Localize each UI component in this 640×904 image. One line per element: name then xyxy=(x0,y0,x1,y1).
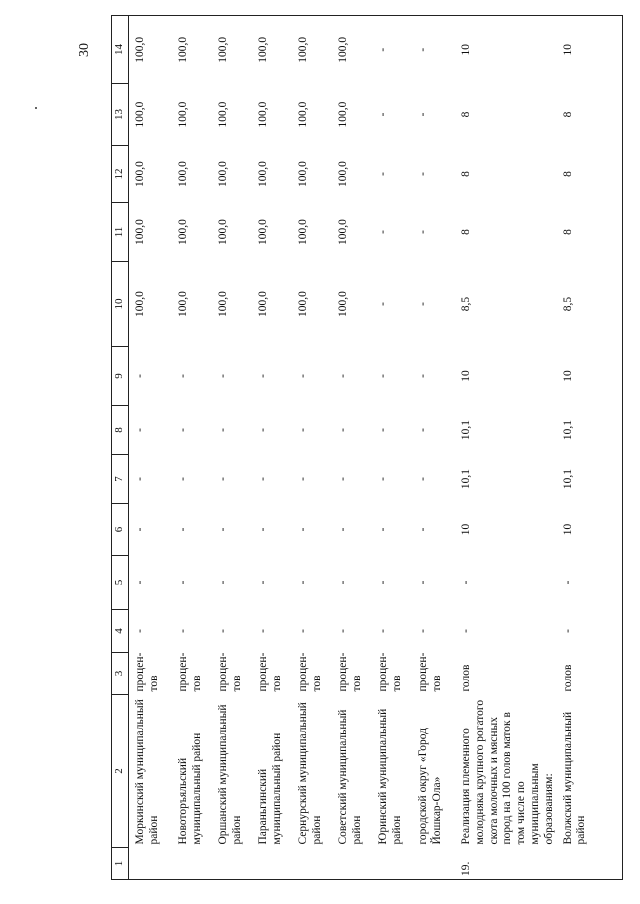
table-cell-col13: 100,0 xyxy=(337,101,349,128)
page-number: 30 xyxy=(77,43,92,57)
col-header: 8 xyxy=(112,406,129,455)
table-cell-col7: - xyxy=(134,477,146,481)
table-cell-col13: 100,0 xyxy=(177,101,189,128)
table-cell-col14: 100,0 xyxy=(129,16,173,84)
table-cell-col12: 100,0 xyxy=(297,161,309,187)
table-cell-col2: Советский муниципальный район xyxy=(337,709,363,845)
table-cell-col2: Волжский муниципальный район xyxy=(557,695,623,848)
table-cell-col10: 8,5 xyxy=(460,296,472,312)
table-cell-col8: - xyxy=(134,428,146,432)
table-cell-col1 xyxy=(412,848,455,880)
table-body xyxy=(129,16,623,880)
table-cell-col10: - xyxy=(377,302,389,306)
table-cell-col7: - xyxy=(337,477,349,481)
table-cell-col11: 100,0 xyxy=(134,219,146,245)
table-cell-col5: - xyxy=(134,580,146,585)
table-cell-col10: 100,0 xyxy=(177,291,189,317)
table-cell-col9: - xyxy=(257,374,269,378)
table-cell-col11: 100,0 xyxy=(337,219,349,245)
table-cell-col13: 100,0 xyxy=(257,101,269,128)
table-cell-col8: - xyxy=(417,428,429,432)
table-row xyxy=(412,16,455,880)
table-cell-col5: - xyxy=(297,580,309,585)
table-cell-col1 xyxy=(252,848,292,880)
col-header: 1 xyxy=(112,848,129,880)
table-cell-col3: процен-тов xyxy=(377,652,403,692)
table-cell-col6: - xyxy=(134,527,146,532)
col-header: 12 xyxy=(112,146,129,203)
table-row xyxy=(455,16,557,880)
table-cell-col3: процен-тов xyxy=(417,652,443,692)
table-cell-col3: голов xyxy=(460,664,472,692)
table-cell-col3: голов xyxy=(557,653,623,695)
table-cell-col11: 8 xyxy=(460,229,472,235)
table-row xyxy=(557,16,623,880)
table-cell-col3: процен-тов xyxy=(337,652,363,692)
table-cell-col9: - xyxy=(217,374,229,378)
table-row xyxy=(332,16,372,880)
table-cell-col9: 10 xyxy=(557,347,623,406)
table-row xyxy=(212,16,252,880)
table-cell-col10: 8,5 xyxy=(557,262,623,347)
table-cell-col6: - xyxy=(257,527,269,532)
table-cell-col14: 100,0 xyxy=(332,16,372,84)
table-row xyxy=(292,16,332,880)
table-cell-col14: 100,0 xyxy=(252,16,292,84)
table-cell-col4: - xyxy=(297,629,309,633)
table-cell-col2: городской округ «Город Йошкар-Ола» xyxy=(417,727,443,845)
table-cell-col4: - xyxy=(337,629,349,633)
table-cell-col7: - xyxy=(177,477,189,481)
table-cell-col3: процен-тов xyxy=(177,652,203,692)
table-cell-col12: - xyxy=(377,172,389,176)
table-cell-col11: 100,0 xyxy=(297,219,309,245)
table-cell-col7: - xyxy=(257,477,269,481)
col-header: 3 xyxy=(112,653,129,695)
table-cell-col12: - xyxy=(417,172,429,176)
table-cell-col9: - xyxy=(134,374,146,378)
table-cell-col1: 19. xyxy=(455,848,557,880)
table-cell-col8: - xyxy=(257,428,269,432)
table-cell-col6: - xyxy=(297,527,309,532)
table-cell-col8: - xyxy=(377,428,389,432)
table-cell-col11: 8 xyxy=(557,203,623,262)
table-cell-col11: 100,0 xyxy=(217,219,229,245)
table-cell-col13: - xyxy=(377,112,389,117)
table-cell-col6: - xyxy=(337,527,349,532)
table-cell-col11: - xyxy=(377,230,389,234)
table-cell-col1 xyxy=(372,848,412,880)
table-cell-col10: 100,0 xyxy=(257,291,269,317)
table-cell-col5: - xyxy=(337,580,349,585)
table-cell-col8: - xyxy=(337,428,349,432)
table-cell-col7: - xyxy=(297,477,309,481)
table-cell-col5: - xyxy=(177,580,189,585)
table-cell-col1 xyxy=(212,848,252,880)
table-cell-col2: Юринский муниципальный район xyxy=(377,708,403,845)
table-cell-col12: 100,0 xyxy=(337,161,349,187)
table-cell-col6: - xyxy=(417,527,429,532)
table-cell-col8: 10,1 xyxy=(460,419,472,441)
table-cell-col14: 10 xyxy=(557,16,623,84)
table-cell-col5: - xyxy=(417,580,429,585)
table-cell-col4: - xyxy=(217,629,229,633)
col-header: 4 xyxy=(112,610,129,653)
table-cell-col3: процен-тов xyxy=(257,652,283,692)
col-header: 9 xyxy=(112,347,129,406)
table-cell-col9: - xyxy=(377,374,389,378)
col-header: 6 xyxy=(112,504,129,556)
table-cell-col14: 100,0 xyxy=(212,16,252,84)
scan-speck xyxy=(35,107,37,109)
table-cell-col13: 8 xyxy=(557,84,623,146)
col-header: 14 xyxy=(112,16,129,84)
table-cell-col13: 100,0 xyxy=(217,101,229,128)
table-cell-col2: Оршанский муниципальный район xyxy=(217,704,243,845)
table-cell-col14: - xyxy=(412,16,455,84)
table-cell-col5: - xyxy=(557,556,623,610)
table-cell-col13: 100,0 xyxy=(134,101,146,128)
table-cell-col7: - xyxy=(417,477,429,481)
table-cell-col2: Сернурский муниципальный район xyxy=(297,702,323,845)
table-cell-col12: 100,0 xyxy=(134,161,146,187)
indicators-table xyxy=(111,15,623,880)
table-cell-col4: - xyxy=(417,629,429,633)
table-cell-col9: - xyxy=(297,374,309,378)
table-cell-col14: 100,0 xyxy=(172,16,212,84)
col-header: 13 xyxy=(112,84,129,146)
table-cell-col10: 100,0 xyxy=(134,291,146,317)
table-cell-col7: - xyxy=(377,477,389,481)
table-cell-col10: - xyxy=(417,302,429,306)
table-cell-col3: процен-тов xyxy=(297,652,323,692)
table-cell-col5: - xyxy=(460,580,472,585)
table-cell-col7: - xyxy=(217,477,229,481)
table-cell-col12: 100,0 xyxy=(257,161,269,187)
table-cell-col6: - xyxy=(377,527,389,532)
table-cell-col11: 100,0 xyxy=(177,219,189,245)
table-cell-col14: 10 xyxy=(455,16,557,84)
table-cell-col8: - xyxy=(297,428,309,432)
col-header: 10 xyxy=(112,262,129,347)
table-cell-col14: - xyxy=(372,16,412,84)
col-header: 2 xyxy=(112,695,129,848)
header-row xyxy=(112,16,129,880)
table-cell-col7: 10,1 xyxy=(460,468,472,490)
table-cell-col1 xyxy=(129,848,173,880)
table-row xyxy=(372,16,412,880)
table-cell-col4: - xyxy=(460,629,472,633)
table-cell-col9: 10 xyxy=(460,370,472,382)
table-cell-col2: Новоторъяльский муниципальный район xyxy=(177,732,203,845)
table-cell-col14: 100,0 xyxy=(292,16,332,84)
table-cell-col4: - xyxy=(257,629,269,633)
table-cell-col5: - xyxy=(377,580,389,585)
table-cell-col8: - xyxy=(217,428,229,432)
table-cell-col4: - xyxy=(177,629,189,633)
table-cell-col1 xyxy=(557,848,623,880)
table-cell-col10: 100,0 xyxy=(217,291,229,317)
table-cell-col10: 100,0 xyxy=(297,291,309,317)
table-cell-col13: 100,0 xyxy=(297,101,309,128)
table-row xyxy=(129,16,173,880)
table-cell-col3: процен-тов xyxy=(134,652,160,692)
table-cell-col2: Реализация племенного молодняка крупного рогатого скота молочных и мясных пород на 100 голов маток в том числе по муниципальным образованиям: xyxy=(460,699,555,845)
table-cell-col5: - xyxy=(217,580,229,585)
table-cell-col11: 100,0 xyxy=(257,219,269,245)
table-cell-col9: - xyxy=(337,374,349,378)
table-cell-col4: - xyxy=(134,629,146,633)
table-cell-col1 xyxy=(172,848,212,880)
table-cell-col4: - xyxy=(377,629,389,633)
table-cell-col12: 100,0 xyxy=(217,161,229,187)
table-cell-col11: - xyxy=(417,230,429,234)
table-cell-col8: - xyxy=(177,428,189,432)
table-cell-col6: - xyxy=(217,527,229,532)
table-cell-col9: - xyxy=(177,374,189,378)
table-cell-col13: - xyxy=(417,112,429,117)
col-header: 11 xyxy=(112,203,129,262)
table-cell-col12: 100,0 xyxy=(177,161,189,187)
table-cell-col6: 10 xyxy=(460,523,472,536)
table-cell-col2: Моркинский муниципальный район xyxy=(134,699,160,845)
table-cell-col4: - xyxy=(557,610,623,653)
table-cell-col1 xyxy=(292,848,332,880)
col-header: 5 xyxy=(112,556,129,610)
table-cell-col5: - xyxy=(257,580,269,585)
table-cell-col6: 10 xyxy=(557,504,623,556)
table-cell-col9: - xyxy=(417,374,429,378)
table-cell-col10: 100,0 xyxy=(337,291,349,317)
table-cell-col7: 10,1 xyxy=(557,455,623,504)
table-cell-col12: 8 xyxy=(557,146,623,203)
rotated-table-container xyxy=(111,16,627,880)
table-cell-col3: процен-тов xyxy=(217,652,243,692)
table-cell-col6: - xyxy=(177,527,189,532)
table-cell-col12: 8 xyxy=(460,171,472,177)
table-cell-col13: 8 xyxy=(460,111,472,118)
table-row xyxy=(252,16,292,880)
table-row xyxy=(172,16,212,880)
table-cell-col1 xyxy=(332,848,372,880)
col-header: 7 xyxy=(112,455,129,504)
table-cell-col8: 10,1 xyxy=(557,406,623,455)
table-cell-col2: Параньгинский муниципальный район xyxy=(257,732,283,845)
